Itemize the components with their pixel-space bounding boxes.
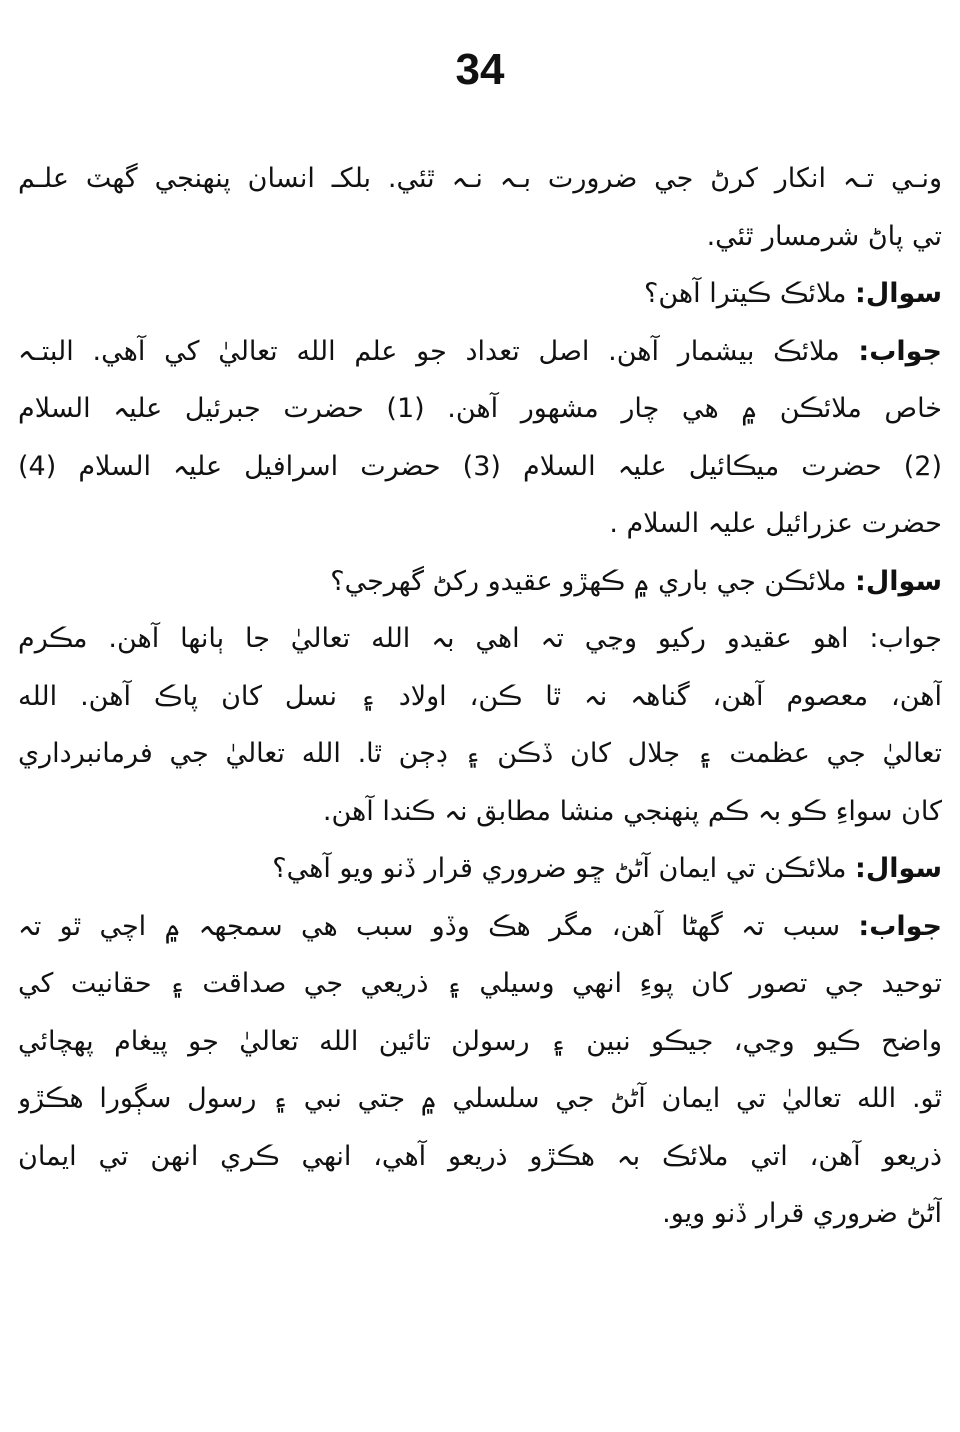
line-text: ذريعو آهن، اتي ملائڪ بہ هڪڙو ذريعو آهي، انهي ڪري انهن تي ايمان bbox=[18, 1140, 942, 1172]
question-answer-label: سوال: bbox=[855, 853, 942, 884]
line-text: واضح ڪيو وڃي، جيڪو نبين ۽ رسولن تائين الله تعاليٰ جو پيغام پهچائي bbox=[18, 1025, 942, 1057]
text-line bbox=[18, 783, 942, 841]
line-text: خاص ملائڪن ۾ هي چار مشهور آهن. (1) حضرت جبرئيل عليہ السلام bbox=[18, 393, 942, 424]
line-text: حضرت عزرائيل عليہ السلام . bbox=[609, 508, 942, 539]
line-text: جواب: اهو عقيدو رکيو وڃي تہ اهي بہ الله تعاليٰ جا ٻانها آهن. مڪرم bbox=[18, 623, 942, 654]
text-line bbox=[18, 725, 942, 783]
line-text: توحيد جي تصور کان پوءِ انهي وسيلي ۽ ذريعي جي صداقت ۽ حقانيت کي bbox=[18, 968, 942, 999]
text-line bbox=[18, 438, 942, 496]
line-text: ٿو. الله تعاليٰ تي ايمان آڻڻ جي سلسلي ۾ جتي نبي ۽ رسول سڳورا هڪڙو bbox=[18, 1083, 942, 1114]
page-number: 34 bbox=[455, 45, 505, 94]
text-line bbox=[18, 955, 942, 1013]
text-line bbox=[18, 1185, 942, 1243]
question-answer-label: سوال: bbox=[855, 278, 942, 309]
text-line bbox=[18, 668, 942, 726]
text-line bbox=[18, 1070, 942, 1128]
line-text: تي پاڻ شرمسار ٿئي. bbox=[706, 220, 942, 252]
text-line bbox=[18, 208, 942, 266]
page-body bbox=[18, 150, 942, 1243]
question-answer-label: جواب: bbox=[858, 335, 942, 367]
line-text: (2) حضرت ميڪائيل عليہ السلام (3) حضرت اسرافيل عليہ السلام (4) bbox=[18, 450, 942, 482]
text-line bbox=[18, 323, 942, 381]
line-text: سبب تہ گهڻا آهن، مگر هڪ وڏو سبب هي سمجهہ ۾ اچي ٿو تہ bbox=[18, 910, 859, 942]
text-line bbox=[18, 265, 942, 323]
line-text: ملائڪ بيشمار آهن. اصل تعداد جو علم الله تعاليٰ کي آهي. البتـہ bbox=[18, 335, 859, 367]
line-text: تعاليٰ جي عظمت ۽ جلال کان ڏڪن ۽ ڊڄن ٿا. الله تعاليٰ جي فرمانبرداري bbox=[18, 738, 942, 769]
text-line bbox=[18, 495, 942, 553]
text-line bbox=[18, 1128, 942, 1186]
line-text: ملائڪن جي باري ۾ ڪهڙو عقيدو رکڻ گهرجي؟ bbox=[330, 565, 856, 597]
text-line bbox=[18, 898, 942, 956]
line-text: ونـي تـہ انكار كرڻ جي ضرورت بـہ نـہ ٿئي. بلكـ انسان پنهنجي گهٽ علـم bbox=[18, 163, 942, 194]
line-text: کان سواءِ ڪو بہ ڪم پنهنجي منشا مطابق نہ ڪندا آهن. bbox=[322, 795, 942, 827]
text-line bbox=[18, 553, 942, 611]
text-line bbox=[18, 610, 942, 668]
line-text: ملائڪ ڪيترا آهن؟ bbox=[643, 278, 856, 309]
question-answer-label: سوال: bbox=[855, 565, 942, 597]
line-text: آڻڻ ضروري قرار ڏنو ويو. bbox=[662, 1198, 942, 1229]
line-text: ملائڪن تي ايمان آڻڻ ڇو ضروري قرار ڏنو ويو آهي؟ bbox=[272, 853, 856, 884]
question-answer-label: جواب: bbox=[858, 910, 942, 942]
text-line bbox=[18, 380, 942, 438]
text-line bbox=[18, 150, 942, 208]
text-line bbox=[18, 1013, 942, 1071]
line-text: آهن، معصوم آهن، گناهہ نہ ٿا ڪن، اولاد ۽ نسل کان پاڪ آهن. الله bbox=[18, 680, 942, 712]
text-line bbox=[18, 840, 942, 898]
